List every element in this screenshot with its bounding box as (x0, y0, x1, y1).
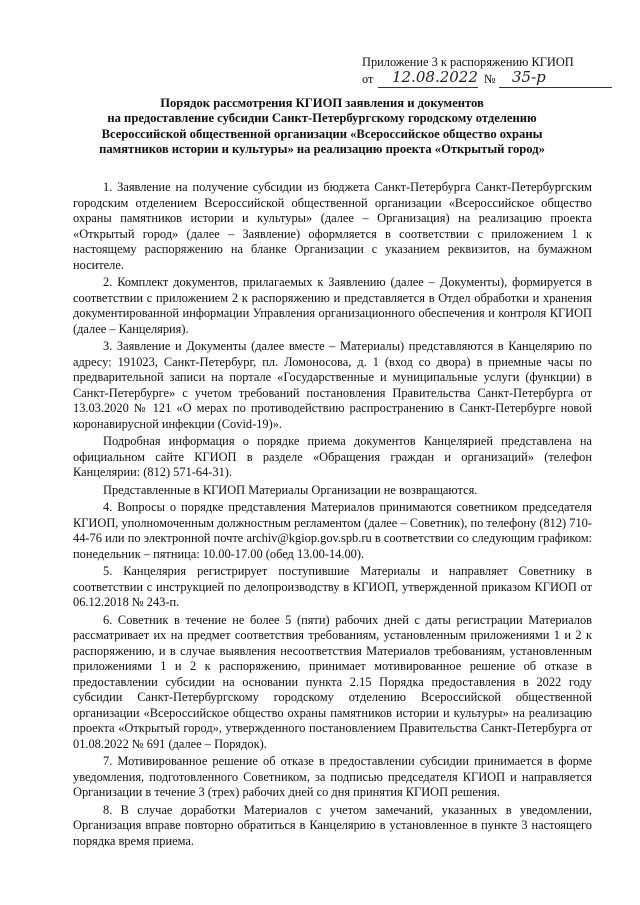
date-underline (378, 87, 478, 88)
paragraph-5: 5. Канцелярия регистрирует поступившие Материалы и направляет Советнику в соответствии с инструкцией по делопроизводству в КГИОП, утвержденной приказом КГИОП от 06.12.2018 № 243-п. (73, 564, 592, 609)
paragraph-2: 2. Комплект документов, прилагаемых к Заявлению (далее – Документы), формируется в соответствии с приложением 2 к распоряжению и представляется в Отдел обработки и хранения документированной информации Управления организационного обеспечения и контроля КГИОП (далее – Канцелярия). (73, 275, 592, 336)
paragraph-7: 7. Мотивированное решение об отказе в предоставлении субсидии принимается в форме уведомления, подготовленного Советником, за подписью председателя КГИОП и направляется Организации в течение 3 (трех) рабочих дней со дня принятия КГИОП решения. (73, 754, 592, 799)
paragraph-3-note: Представленные в КГИОП Материалы Организации не возвращаются. (103, 482, 478, 497)
paragraph-3: 3. Заявление и Документы (далее вместе – Материалы) представляются в Канцелярию по адресу: 191023, Санкт-Петербург, пл. Ломоносова, д. 1 (вход со двора) в приемные часы по предварительной записи на портале «Государственные и муниципальные услуги (функции) в Санкт-Петербурге» с учетом требований постановления Правительства Санкт-Петербурга от 13.03.2020 № 121 «О мерах по противодействию распространению в Санкт-Петербурге новой коронавирусной инфекции (Covid-19)». (73, 339, 592, 431)
handwritten-number: 35-р (512, 68, 546, 86)
paragraph-6: 6. Советник в течение не более 5 (пяти) рабочих дней с даты регистрации Материалов рассматривает их на предмет соответствия требованиям, установленным приложениями 1 и 2 к распоряжению, и в случае выявления несоответствия Материалов требованиям, установленным приложениями 1 и 2 к распоряжению, принимает мотивированное решение об отказе в предоставлении субсидии на основании пункта 2.15 Порядка предоставления в 2022 году субсидии Санкт-Петербургскому городскому отделению Всероссийской общественной организации «Всероссийское общество охраны памятников истории и культуры» на реализацию проекта «Открытый город», утвержденного постановлением Правительства Санкт-Петербурга от 01.08.2022 № 691 (далее – Порядок). (73, 612, 592, 751)
paragraph-4: 4. Вопросы о порядке представления Материалов принимаются советником председателя КГИОП, уполномоченным должностным регламентом (далее – Советник), по телефону (812) 710-44-76 или по электронной почте archiv@kgiop.gov.spb.ru в соответствии со следующим графиком: понедельник – пятница: 10.00-17.00 (обед 13.00-14.00). (73, 500, 592, 561)
number-label: № (484, 72, 496, 86)
document-body (73, 180, 592, 851)
document-title (60, 96, 584, 158)
number-underline (499, 87, 612, 88)
paragraph-8: 8. В случае доработки Материалов с учетом замечаний, указанных в уведомлении, Организация вправе повторно обратиться в Канцелярию в установленное в пункте 3 настоящего порядка время приема. (73, 802, 592, 848)
annex-title: Приложение 3 к распоряжению КГИОП (362, 55, 574, 69)
title-line: на предоставление субсидии Санкт-Петербургскому городскому отделению (107, 111, 537, 126)
title-line: Порядок рассмотрения КГИОП заявления и документов (160, 96, 484, 110)
handwritten-date: 12.08.2022 (392, 68, 478, 86)
paragraph-1: 1. Заявление на получение субсидии из бюджета Санкт-Петербурга Санкт-Петербургским городским отделением Всероссийской общественной организации «Всероссийское общество охраны памятников истории и культуры» (далее – Организация) на реализацию проекта «Открытый город» (далее – Заявление) оформляется в соответствии с приложением 1 к настоящему распоряжению на бланке Организации с указанием реквизитов, на бумажном носителе. (73, 180, 592, 272)
title-line: Всероссийской общественной организации «Всероссийское общество охраны (101, 126, 543, 141)
annex-date-line (362, 70, 612, 88)
paragraph-3-info: Подробная информация о порядке приема документов Канцелярией представлена на официальном сайте КГИОП в разделе «Обращения граждан и организаций» (телефон Канцелярии: (812) 571-64-31). (73, 434, 592, 479)
title-line: памятников истории и культуры» на реализацию проекта «Открытый город» (99, 142, 545, 157)
from-label: от (362, 72, 374, 86)
